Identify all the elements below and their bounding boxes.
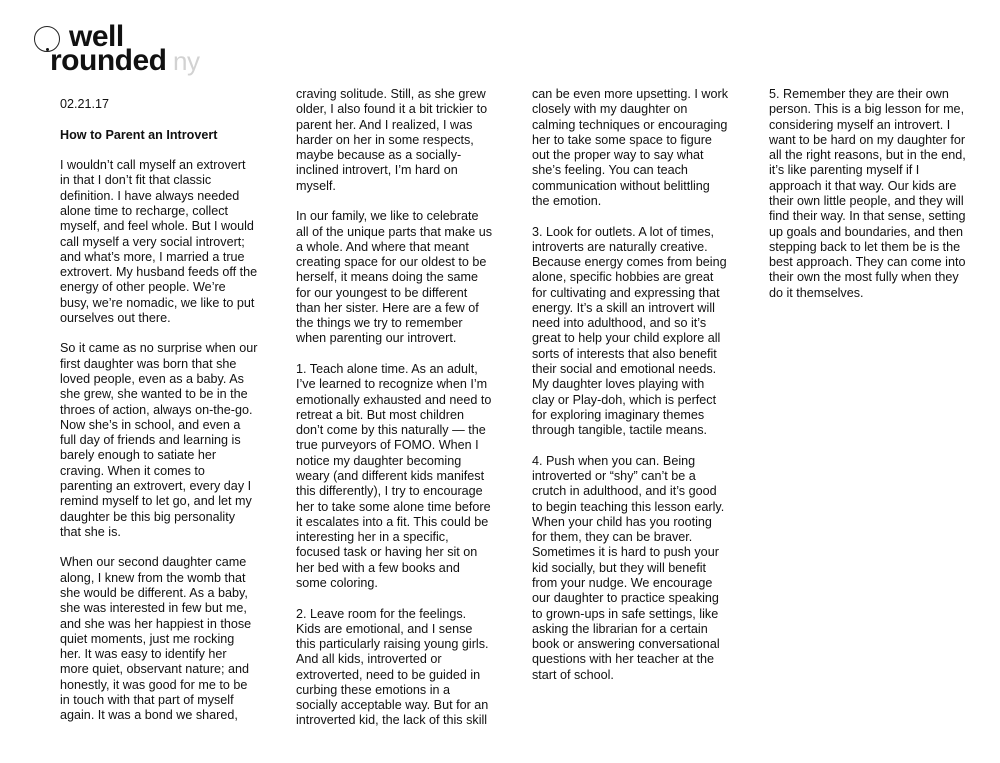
logo-word-rounded: rounded — [50, 44, 167, 77]
article-column-1 — [60, 97, 258, 739]
paragraph: 1. Teach alone time. As an adult, I’ve learned to recognize when I’m emotionally exhausted and need to retreat a bit. But most children don’t come by this naturally — the true purveyors of FOMO. When I notice my daughter becoming weary (and different kids manifest this differently), I try to encourage her to take some alone time before it escalates into a fit. This could be interesting her in a specific, focused task or having her sit on her bed with a few books and some coloring. — [296, 362, 492, 590]
brand-logo[interactable] — [34, 22, 214, 82]
article-date: 02.21.17 — [60, 97, 110, 111]
paragraph: can be even more upsetting. I work closely with my daughter on calming techniques or encouraging her to take some space to figure out the proper way to say what she’s feeling. You can teach communication without belittling the emotion. — [532, 87, 729, 208]
article-column-2 — [296, 87, 494, 744]
paragraph: When our second daughter came along, I knew from the womb that she would be different. As a baby, she was interested in few but me, and she was her happiest in those quiet moments, just me rocking her. It was easy to identify her more quiet, observant nature; and honestly, it was good for me to be in touch with that part of myself again. It was a bond we shared, — [60, 555, 252, 723]
paragraph: 4. Push when you can. Being introverted or “shy” can’t be a crutch in adulthood, and it’s good to begin teaching this lesson early. When your child has you rooting for them, they can be braver. Sometimes it is hard to push your kid socially, but they will benefit from your nudge. We encourage our daughter to practice speaking to grown-ups in safe settings, like asking the librarian for a certain book or answering conversational questions with her teacher at the start of school. — [532, 453, 725, 682]
paragraph: 3. Look for outlets. A lot of times, introverts are naturally creative. Because energy comes from being alone, specific hobbies are great for cultivating and expressing that energy. It’s a skill an introvert will need into adulthood, and so it’s great to help your child explore all sorts of interests that also benefit their social and emotional needs. My daughter loves playing with clay or Play-doh, which is perfect for exploring imaginary themes through tangible, tactile means. — [532, 224, 727, 438]
logo-suffix-ny: ny — [173, 46, 200, 76]
logo-word-well: well — [69, 20, 124, 53]
paragraph: I wouldn’t call myself an extrovert in that I don’t fit that classic definition. I have always needed alone time to recharge, collect myself, and feel whole. But I would call myself a very social introvert; and what’s more, I married a true extrovert. My husband feeds off the energy of other people. We’re busy, we’re nomadic, we like to put ourselves out there. — [60, 158, 258, 325]
paragraph: 2. Leave room for the feelings. Kids are emotional, and I sense this particularly raising young girls. And all kids, introverted or extroverted, need to be guided in curbing these emotions in a socially acceptable way. But for an introverted kid, the lack of this skill — [296, 606, 489, 728]
paragraph: In our family, we like to celebrate all of the unique parts that make us a whole. And where that meant creating space for our oldest to be herself, it means doing the same for our youngest to be different than her sister. Here are a few of the things we try to remember when parenting our introvert. — [296, 209, 493, 346]
logo-dot-icon — [46, 48, 49, 51]
paragraph: So it came as no surprise when our first daughter was born that she loved people, even as a baby. As she grew, she wanted to be in the throes of action, always on-the-go. Now she’s in school, and even a full day of friends and learning is barely enough to satiate her craving. When it comes to parenting an extrovert, every day I remind myself to let go, and let my daughter be this big personality that she is. — [60, 341, 258, 539]
article-title: How to Parent an Introvert — [60, 127, 218, 142]
paragraph: craving solitude. Still, as she grew older, I also found it a bit trickier to parent her. And I realized, I was harder on her in some respects, maybe because as a socially-inclined introvert, I’m hard on myself. — [296, 87, 488, 193]
article-column-3 — [532, 87, 730, 698]
article-column-4 — [769, 87, 967, 316]
paragraph: 5. Remember they are their own person. This is a big lesson for me, considering myself an introvert. I want to be hard on my daughter for all the right reasons, but in the end, it’s like parenting myself if I approach it that way. Our kids are their own little people, and they will find their way. In that sense, setting up goals and boundaries, and then stepping back to let them be is the best approach. They can come into their own the most fully when they do it themselves. — [769, 87, 966, 300]
